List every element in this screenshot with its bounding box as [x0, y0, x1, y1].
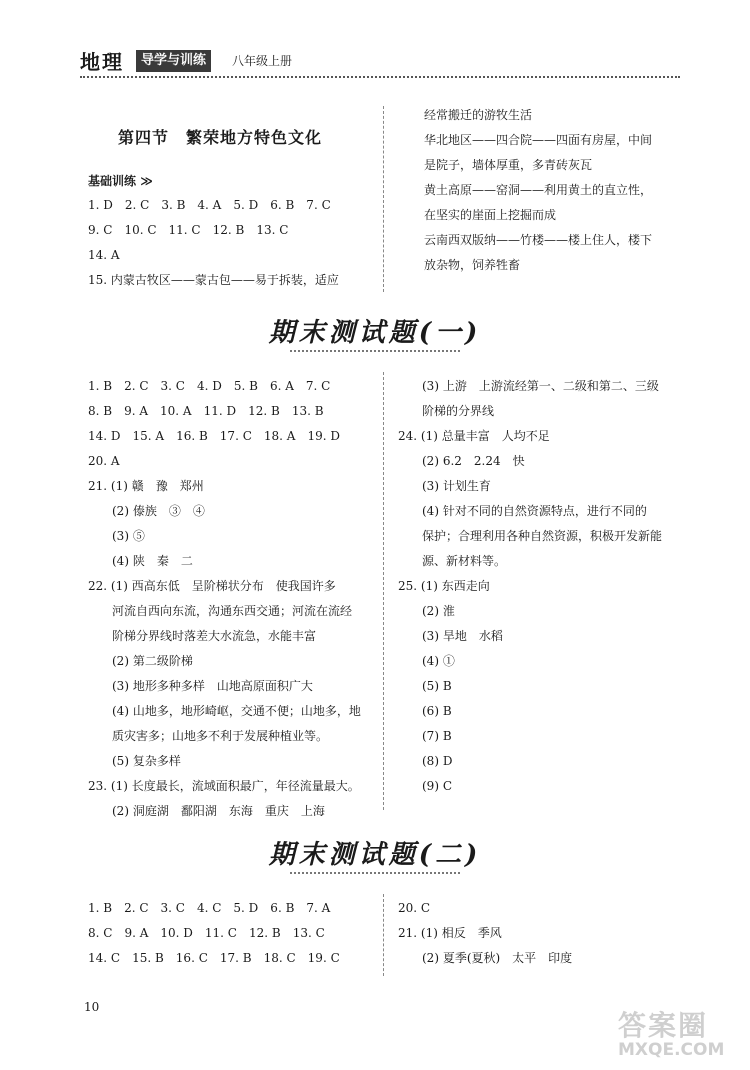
answer-line: (4) ①: [398, 654, 455, 668]
answer-line: (9) C: [398, 779, 452, 793]
chevron-right-icon: ≫: [136, 174, 153, 188]
exam1-title-text: 期末测试题(一): [268, 318, 482, 348]
answer-line: (2) 6.2 2.24 快: [398, 454, 525, 468]
column-divider: [383, 106, 384, 292]
answer-line: (5) B: [398, 679, 452, 693]
answer-line: 21. (1) 赣 豫 郑州: [88, 479, 204, 493]
answer-line: (2) 第二级阶梯: [88, 654, 193, 668]
exam2-right-answers: [398, 896, 572, 971]
answer-line: 是院子，墙体厚重，多青砖灰瓦: [424, 158, 593, 172]
answer-line: 14. C 15. B 16. C 17. B 18. C 19. C: [88, 951, 340, 965]
column-divider: [383, 372, 384, 810]
sub-heading-label: 基础训练: [88, 174, 137, 188]
answer-line: 经常搬迁的游牧生活: [424, 108, 533, 122]
watermark-url: MXQE.COM: [618, 1040, 725, 1060]
answer-line: 14. D 15. A 16. B 17. C 18. A 19. D: [88, 429, 340, 443]
answer-line: 河流自西向东流，沟通东西交通；河流在流经: [88, 604, 353, 618]
answer-line: 22. (1) 西高东低 呈阶梯状分布 使我国许多: [88, 579, 336, 593]
answer-line: 8. C 9. A 10. D 11. C 12. B 13. C: [88, 926, 325, 940]
answer-line: 黄土高原——窑洞——利用黄土的直立性，: [424, 183, 653, 197]
answer-line: (3) 旱地 水稻: [398, 629, 503, 643]
answer-line: (5) 复杂多样: [88, 754, 181, 768]
answer-line: 阶梯的分界线: [398, 404, 495, 418]
answer-line: (4) 陕 秦 二: [88, 554, 193, 568]
answer-line: (2) 傣族 ③ ④: [88, 504, 205, 518]
exam1-right-answers: [398, 374, 662, 799]
answer-line: (3) ⑤: [88, 529, 145, 543]
header-grade: 八年级上册: [232, 54, 293, 68]
answer-line: 15. 内蒙古牧区——蒙古包——易于拆装，适应: [88, 273, 339, 287]
column-divider: [383, 894, 384, 976]
answer-line: (2) 夏季(夏秋) 太平 印度: [398, 951, 573, 965]
title-underline: [290, 868, 460, 874]
answer-line: (2) 淮: [398, 604, 455, 618]
answer-line: (4) 山地多，地形崎岖，交通不便；山地多，地: [88, 704, 361, 718]
header-subject: 地理: [80, 50, 124, 74]
exam2-title-text: 期末测试题(二): [268, 840, 482, 870]
answer-line: 1. B 2. C 3. C 4. D 5. B 6. A 7. C: [88, 379, 331, 393]
answer-line: (3) 计划生育: [398, 479, 491, 493]
answer-line: 23. (1) 长度最长，流域面积最广，年径流量最大。: [88, 779, 360, 793]
section4-right-answers: [424, 103, 652, 278]
answer-line: 在坚实的崖面上挖掘而成: [424, 208, 557, 222]
answer-line: 1. B 2. C 3. C 4. C 5. D 6. B 7. A: [88, 901, 331, 915]
answer-line: 20. C: [398, 901, 431, 915]
exam2-title: [0, 834, 750, 871]
answer-line: (3) 地形多种多样 山地高原面积广大: [88, 679, 313, 693]
answer-line: 20. A: [88, 454, 120, 468]
section4-left-answers: [88, 193, 339, 293]
answer-line: (4) 针对不同的自然资源特点，进行不同的: [398, 504, 647, 518]
sub-heading: [88, 172, 153, 189]
answer-line: (7) B: [398, 729, 452, 743]
exam1-title: [0, 312, 750, 349]
answer-line: (2) 洞庭湖 鄱阳湖 东海 重庆 上海: [88, 804, 325, 818]
answer-line: 1. D 2. C 3. B 4. A 5. D 6. B 7. C: [88, 198, 331, 212]
answer-line: 25. (1) 东西走向: [398, 579, 490, 593]
answer-line: (3) 上游 上游流经第一、二级和第二、三级: [398, 379, 659, 393]
answer-line: 质灾害多；山地多不利于发展种植业等。: [88, 729, 329, 743]
answer-line: 8. B 9. A 10. A 11. D 12. B 13. B: [88, 404, 324, 418]
answer-line: 9. C 10. C 11. C 12. B 13. C: [88, 223, 289, 237]
header-divider: [80, 76, 680, 78]
page-header: [80, 44, 680, 78]
exam2-left-answers: [88, 896, 340, 971]
section-title: 第四节 繁荣地方特色文化: [118, 128, 323, 147]
answer-line: 阶梯分界线时落差大水流急，水能丰富: [88, 629, 317, 643]
answer-line: 放杂物，饲养牲畜: [424, 258, 521, 272]
exam1-left-answers: [88, 374, 361, 824]
watermark-logo-text: 答案圈: [618, 1009, 709, 1042]
watermark-logo: [618, 1004, 740, 1064]
title-underline: [290, 346, 460, 352]
page-number: 10: [84, 1000, 100, 1014]
header-series-badge: 导学与训练: [136, 50, 211, 72]
answer-line: (8) D: [398, 754, 453, 768]
answer-line: 云南西双版纳——竹楼——楼上住人，楼下: [424, 233, 653, 247]
answer-line: 24. (1) 总量丰富 人均不足: [398, 429, 550, 443]
answer-line: 保护；合理利用各种自然资源，积极开发新能: [398, 529, 663, 543]
answer-line: 源、新材料等。: [398, 554, 507, 568]
answer-line: 21. (1) 相反 季风: [398, 926, 502, 940]
answer-line: 14. A: [88, 248, 120, 262]
answer-line: (6) B: [398, 704, 452, 718]
answer-line: 华北地区——四合院——四面有房屋，中间: [424, 133, 653, 147]
